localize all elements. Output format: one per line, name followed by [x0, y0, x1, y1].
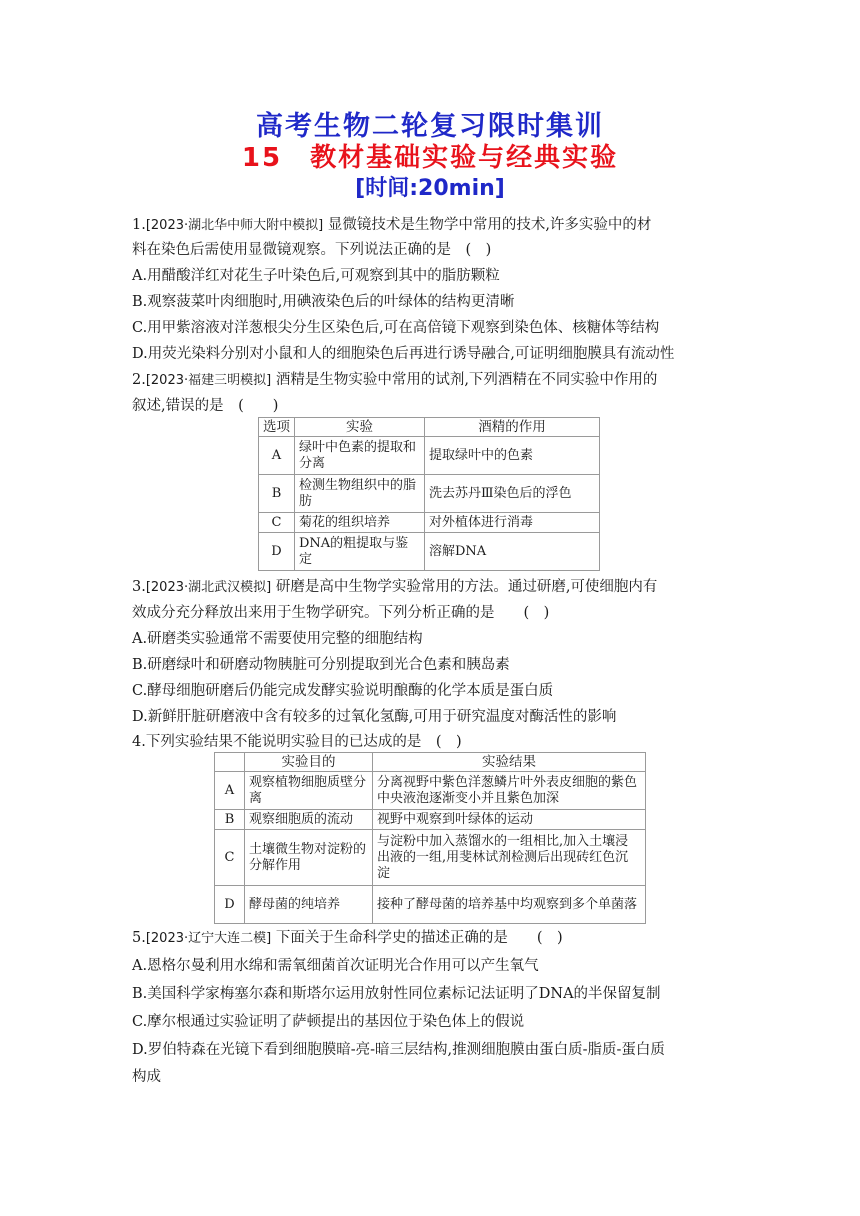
question-3-option-c: C.酵母细胞研磨后仍能完成发酵实验说明酿酶的化学本质是蛋白质 — [132, 683, 554, 699]
question-2-source: [2023·福建三明模拟] — [145, 373, 272, 388]
table-row: C 土壤微生物对淀粉的分解作用 与淀粉中加入蒸馏水的一组相比,加入土壤浸出液的一组,用斐林试剂检测后出现砖红色沉淀 — [215, 830, 646, 886]
question-2-stem-line2: 叙述,错误的是 ( ) — [132, 398, 279, 414]
question-1-option-d: D.用荧光染料分别对小鼠和人的细胞染色后再进行诱导融合,可证明细胞膜具有流动性 — [132, 346, 675, 362]
question-4-table — [214, 752, 646, 924]
table-row: A 绿叶中色素的提取和分离 提取绿叶中的色素 — [259, 437, 600, 475]
question-1-stem-line1: 1.[2023·湖北华中师大附中模拟] 显微镜技术是生物学中常用的技术,许多实验中的材 — [132, 217, 652, 233]
question-5-option-d: D.罗伯特森在光镜下看到细胞膜暗-亮-暗三层结构,推测细胞膜由蛋白质-脂质-蛋白质 — [132, 1042, 665, 1058]
table-row: D 酵母菌的纯培养 接种了酵母菌的培养基中均观察到多个单菌落 — [215, 886, 646, 924]
table-row: A 观察植物细胞质壁分离 分离视野中紫色洋葱鳞片叶外表皮细胞的紫色中央液泡逐渐变小并且紫色加深 — [215, 772, 646, 810]
table-row: C 菊花的组织培养 对外植体进行消毒 — [259, 513, 600, 533]
question-5-source: [2023·辽宁大连二模] — [145, 931, 272, 946]
question-3-option-d: D.新鲜肝脏研磨液中含有较多的过氧化氢酶,可用于研究温度对酶活性的影响 — [132, 709, 617, 725]
table-row: B 检测生物组织中的脂肪 洗去苏丹Ⅲ染色后的浮色 — [259, 475, 600, 513]
question-5-option-c: C.摩尔根通过实验证明了萨顿提出的基因位于染色体上的假说 — [132, 1014, 525, 1030]
table-header-row: 选项 实验 酒精的作用 — [259, 418, 600, 437]
table-header-row: 实验目的 实验结果 — [215, 753, 646, 772]
question-5-option-a: A.恩格尔曼利用水绵和需氧细菌首次证明光合作用可以产生氧气 — [132, 958, 539, 974]
worksheet-subtitle: 15 教材基础实验与经典实验 — [241, 143, 619, 173]
question-3-option-b: B.研磨绿叶和研磨动物胰脏可分别提取到光合色素和胰岛素 — [132, 657, 510, 673]
time-limit: [时间:20min] — [355, 176, 505, 201]
question-5-option-d-continued: 构成 — [132, 1069, 161, 1085]
question-5-stem: 5.[2023·辽宁大连二模] 下面关于生命科学史的描述正确的是 ( ) — [132, 930, 563, 946]
question-5-option-b: B.美国科学家梅塞尔森和斯塔尔运用放射性同位素标记法证明了DNA的半保留复制 — [132, 986, 661, 1002]
worksheet-title: 高考生物二轮复习限时集训 — [256, 111, 604, 142]
question-1-option-c: C.用甲紫溶液对洋葱根尖分生区染色后,可在高倍镜下观察到染色体、核糖体等结构 — [132, 320, 660, 336]
question-3-stem-line1: 3.[2023·湖北武汉模拟] 研磨是高中生物学实验常用的方法。通过研磨,可使细胞内有 — [132, 579, 658, 595]
table-row: B 观察细胞质的流动 视野中观察到叶绿体的运动 — [215, 810, 646, 830]
question-1-stem-line2: 料在染色后需使用显微镜观察。下列说法正确的是 ( ) — [132, 242, 492, 258]
question-3-source: [2023·湖北武汉模拟] — [145, 580, 272, 595]
question-1-option-a: A.用醋酸洋红对花生子叶染色后,可观察到其中的脂肪颗粒 — [132, 268, 500, 284]
question-1-source: [2023·湖北华中师大附中模拟] — [145, 218, 324, 233]
question-2-stem-line1: 2.[2023·福建三明模拟] 酒精是生物实验中常用的试剂,下列酒精在不同实验中作用的 — [132, 372, 658, 388]
question-3-option-a: A.研磨类实验通常不需要使用完整的细胞结构 — [132, 631, 423, 647]
table-row: D DNA的粗提取与鉴定 溶解DNA — [259, 533, 600, 571]
question-4-stem: 4.下列实验结果不能说明实验目的已达成的是 ( ) — [132, 734, 462, 750]
question-3-stem-line2: 效成分充分释放出来用于生物学研究。下列分析正确的是 ( ) — [132, 605, 550, 621]
question-1-option-b: B.观察菠菜叶肉细胞时,用碘液染色后的叶绿体的结构更清晰 — [132, 294, 515, 310]
question-2-table — [258, 417, 600, 571]
